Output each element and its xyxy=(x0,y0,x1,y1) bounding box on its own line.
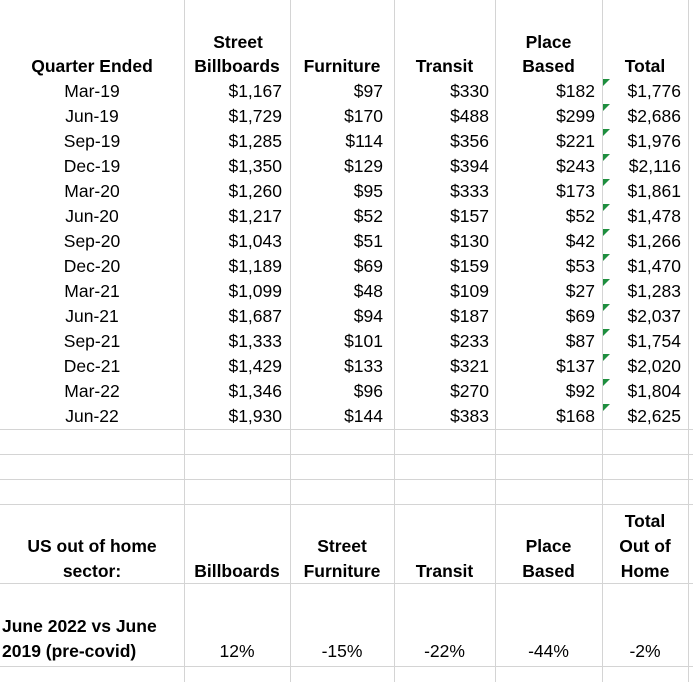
cell-street-furniture[interactable]: $94 xyxy=(353,306,383,326)
cell-quarter[interactable]: Dec-19 xyxy=(63,156,121,176)
comparison-label-2[interactable]: 2019 (pre-covid) xyxy=(2,641,137,661)
summary-header-billboards[interactable]: Billboards xyxy=(194,561,280,581)
cell-quarter[interactable]: Jun-22 xyxy=(65,406,119,426)
cell-quarter[interactable]: Dec-20 xyxy=(63,256,121,276)
cell-total[interactable]: $1,266 xyxy=(627,231,681,251)
formula-warning-icon[interactable] xyxy=(603,204,610,211)
cell-transit[interactable]: $394 xyxy=(450,156,489,176)
cell-transit[interactable]: $270 xyxy=(450,381,489,401)
cell-billboards[interactable]: $1,043 xyxy=(228,231,282,251)
cell-transit[interactable]: $130 xyxy=(450,231,489,251)
summary-header-sector-2[interactable]: sector: xyxy=(62,561,122,581)
header-quarter-ended[interactable]: Quarter Ended xyxy=(31,56,153,76)
cell-total[interactable]: $1,754 xyxy=(627,331,681,351)
cell-billboards[interactable]: $1,729 xyxy=(228,106,282,126)
cell-place-based[interactable]: $221 xyxy=(556,131,595,151)
summary-header-transit[interactable]: Transit xyxy=(415,561,474,581)
cell-total[interactable]: $2,020 xyxy=(627,356,681,376)
formula-warning-icon[interactable] xyxy=(603,404,610,411)
cell-total[interactable]: $1,804 xyxy=(627,381,681,401)
cell-transit[interactable]: $233 xyxy=(450,331,489,351)
cell-place-based[interactable]: $69 xyxy=(565,306,595,326)
cell-street-furniture[interactable]: $96 xyxy=(353,381,383,401)
formula-warning-icon[interactable] xyxy=(603,354,610,361)
cell-place-based[interactable]: $168 xyxy=(556,406,595,426)
header-transit[interactable]: Transit xyxy=(415,56,474,76)
formula-warning-icon[interactable] xyxy=(603,79,610,86)
cell-quarter[interactable]: Mar-21 xyxy=(64,281,120,301)
cell-total[interactable]: $1,776 xyxy=(627,81,681,101)
cell-place-based[interactable]: $87 xyxy=(565,331,595,351)
comparison-total[interactable]: -2% xyxy=(629,641,661,661)
formula-warning-icon[interactable] xyxy=(603,179,610,186)
cell-transit[interactable]: $321 xyxy=(450,356,489,376)
gridline xyxy=(688,0,689,682)
gridline xyxy=(0,666,693,667)
cell-quarter[interactable]: Dec-21 xyxy=(63,356,121,376)
cell-quarter[interactable]: Mar-19 xyxy=(64,81,120,101)
cell-total[interactable]: $2,686 xyxy=(627,106,681,126)
cell-street-furniture[interactable]: $114 xyxy=(345,131,383,151)
summary-header-out-of[interactable]: Out of xyxy=(619,536,671,556)
formula-warning-icon[interactable] xyxy=(603,129,610,136)
comparison-place[interactable]: -44% xyxy=(528,641,569,661)
cell-billboards[interactable]: $1,189 xyxy=(228,256,282,276)
summary-header-based[interactable]: Based xyxy=(522,561,575,581)
gridline xyxy=(0,583,693,584)
cell-total[interactable]: $2,037 xyxy=(627,306,681,326)
cell-street-furniture[interactable]: $129 xyxy=(344,156,383,176)
gridline xyxy=(0,429,693,430)
cell-billboards[interactable]: $1,930 xyxy=(228,406,282,426)
cell-place-based[interactable]: $137 xyxy=(556,356,595,376)
cell-billboards[interactable]: $1,285 xyxy=(228,131,282,151)
cell-billboards[interactable]: $1,429 xyxy=(228,356,282,376)
cell-total[interactable]: $1,478 xyxy=(627,206,681,226)
cell-place-based[interactable]: $182 xyxy=(556,81,595,101)
cell-place-based[interactable]: $53 xyxy=(565,256,595,276)
summary-header-total[interactable]: Total xyxy=(624,511,666,531)
gridline xyxy=(0,454,693,455)
cell-street-furniture[interactable]: $101 xyxy=(344,331,383,351)
cell-transit[interactable]: $488 xyxy=(450,106,489,126)
cell-transit[interactable]: $187 xyxy=(450,306,489,326)
header-place[interactable]: Place xyxy=(525,32,572,52)
header-street-furniture[interactable]: Furniture xyxy=(303,56,381,76)
cell-total[interactable]: $2,116 xyxy=(628,156,681,176)
summary-header-street[interactable]: Street xyxy=(317,536,367,556)
cell-street-furniture[interactable]: $51 xyxy=(353,231,383,251)
cell-billboards[interactable]: $1,350 xyxy=(228,156,282,176)
summary-header-furniture[interactable]: Furniture xyxy=(303,561,381,581)
summary-header-home[interactable]: Home xyxy=(620,561,670,581)
cell-total[interactable]: $1,976 xyxy=(627,131,681,151)
cell-place-based[interactable]: $42 xyxy=(565,231,595,251)
cell-billboards[interactable]: $1,167 xyxy=(228,81,282,101)
cell-billboards[interactable]: $1,687 xyxy=(228,306,282,326)
cell-place-based[interactable]: $173 xyxy=(556,181,595,201)
header-place-based[interactable]: Based xyxy=(522,56,575,76)
cell-billboards[interactable]: $1,217 xyxy=(228,206,282,226)
summary-header-place[interactable]: Place xyxy=(525,536,572,556)
cell-quarter[interactable]: Jun-21 xyxy=(65,306,119,326)
cell-quarter[interactable]: Mar-22 xyxy=(64,381,120,401)
cell-street-furniture[interactable]: $48 xyxy=(353,281,383,301)
cell-billboards[interactable]: $1,346 xyxy=(228,381,282,401)
cell-total[interactable]: $1,283 xyxy=(627,281,681,301)
header-street[interactable]: Street xyxy=(213,32,263,52)
cell-billboards[interactable]: $1,099 xyxy=(228,281,282,301)
cell-quarter[interactable]: Jun-19 xyxy=(65,106,119,126)
comparison-transit[interactable]: -22% xyxy=(424,641,465,661)
comparison-street[interactable]: -15% xyxy=(321,641,363,661)
gridline xyxy=(0,504,693,505)
comparison-label[interactable]: June 2022 vs June xyxy=(2,616,157,636)
cell-street-furniture[interactable]: $69 xyxy=(353,256,383,276)
cell-street-furniture[interactable]: $95 xyxy=(353,181,383,201)
cell-quarter[interactable]: Sep-19 xyxy=(63,131,121,151)
formula-warning-icon[interactable] xyxy=(603,229,610,236)
cell-billboards[interactable]: $1,260 xyxy=(228,181,282,201)
comparison-billboards[interactable]: 12% xyxy=(219,641,255,661)
cell-quarter[interactable]: Sep-21 xyxy=(63,331,121,351)
cell-street-furniture[interactable]: $97 xyxy=(353,81,383,101)
cell-place-based[interactable]: $92 xyxy=(565,381,595,401)
cell-billboards[interactable]: $1,333 xyxy=(228,331,282,351)
cell-street-furniture[interactable]: $144 xyxy=(344,406,383,426)
formula-warning-icon[interactable] xyxy=(603,279,610,286)
header-billboards[interactable]: Billboards xyxy=(194,56,280,76)
cell-street-furniture[interactable]: $52 xyxy=(353,206,383,226)
formula-warning-icon[interactable] xyxy=(603,104,610,111)
cell-place-based[interactable]: $27 xyxy=(565,281,595,301)
header-total[interactable]: Total xyxy=(624,56,666,76)
formula-warning-icon[interactable] xyxy=(603,329,610,336)
cell-total[interactable]: $1,470 xyxy=(627,256,681,276)
formula-warning-icon[interactable] xyxy=(603,379,610,386)
cell-transit[interactable]: $383 xyxy=(450,406,489,426)
formula-warning-icon[interactable] xyxy=(603,304,610,311)
formula-warning-icon[interactable] xyxy=(603,154,610,161)
cell-total[interactable]: $2,625 xyxy=(627,406,681,426)
cell-transit[interactable]: $356 xyxy=(450,131,489,151)
cell-transit[interactable]: $159 xyxy=(450,256,489,276)
cell-place-based[interactable]: $52 xyxy=(565,206,595,226)
gridline xyxy=(0,479,693,480)
cell-place-based[interactable]: $243 xyxy=(556,156,595,176)
cell-transit[interactable]: $109 xyxy=(450,281,489,301)
cell-transit[interactable]: $333 xyxy=(450,181,489,201)
cell-quarter[interactable]: Sep-20 xyxy=(63,231,121,251)
cell-transit[interactable]: $330 xyxy=(450,81,489,101)
formula-warning-icon[interactable] xyxy=(603,254,610,261)
cell-street-furniture[interactable]: $170 xyxy=(344,106,383,126)
summary-header-sector[interactable]: US out of home xyxy=(27,536,157,556)
cell-transit[interactable]: $157 xyxy=(450,206,489,226)
cell-place-based[interactable]: $299 xyxy=(556,106,595,126)
cell-street-furniture[interactable]: $133 xyxy=(344,356,383,376)
cell-quarter[interactable]: Mar-20 xyxy=(64,181,120,201)
cell-total[interactable]: $1,861 xyxy=(627,181,681,201)
cell-quarter[interactable]: Jun-20 xyxy=(65,206,119,226)
